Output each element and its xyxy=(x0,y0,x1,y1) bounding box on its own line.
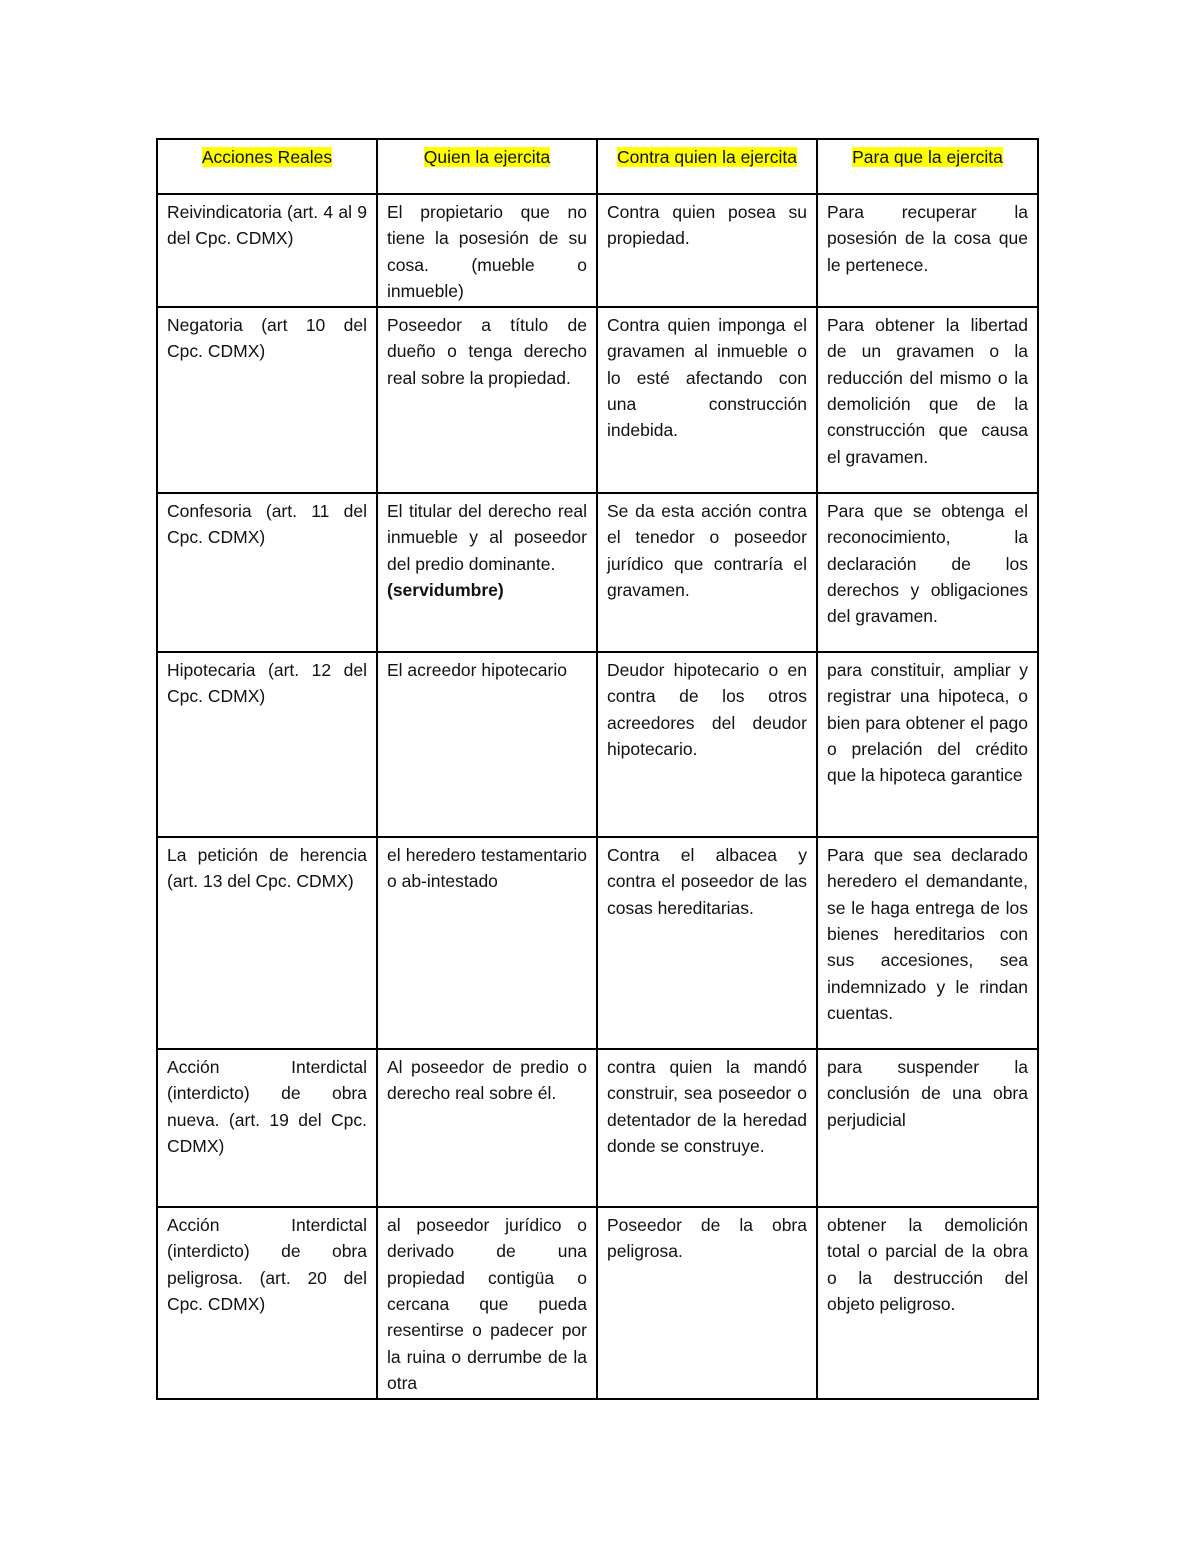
cell-contra: Deudor hipotecario o en contra de los otros acreedores del deudor hipotecario. xyxy=(597,652,817,837)
table-row xyxy=(157,1207,1038,1399)
cell-accion: Negatoria (art 10 del Cpc. CDMX) xyxy=(157,307,377,493)
header-label: Quien la ejercita xyxy=(423,147,551,167)
table-row xyxy=(157,1049,1038,1207)
table-row xyxy=(157,307,1038,493)
acciones-reales-table xyxy=(156,138,1039,1400)
cell-contra: Contra quien imponga el gravamen al inmueble o lo esté afectando con una construcción indebida. xyxy=(597,307,817,493)
table-row xyxy=(157,194,1038,307)
cell-para: Para que se obtenga el reconocimiento, la declaración de los derechos y obligaciones del gravamen. xyxy=(817,493,1038,652)
header-cell-acciones xyxy=(157,139,377,194)
cell-contra: Poseedor de la obra peligrosa. xyxy=(597,1207,817,1399)
header-cell-para xyxy=(817,139,1038,194)
cell-quien: al poseedor jurídico o derivado de una propiedad contigüa o cercana que pueda resentirse o padecer por la ruina o derrumbe de la otra xyxy=(377,1207,597,1399)
cell-quien-text: El titular del derecho real inmueble y al poseedor del predio dominante. xyxy=(387,501,587,574)
header-cell-quien xyxy=(377,139,597,194)
cell-para: Para que sea declarado heredero el demandante, se le haga entrega de los bienes hereditarios con sus accesiones, sea indemnizado y le rindan cuentas. xyxy=(817,837,1038,1049)
table-row xyxy=(157,493,1038,652)
cell-para: para constituir, ampliar y registrar una hipoteca, o bien para obtener el pago o prelación del crédito que la hipoteca garantice xyxy=(817,652,1038,837)
cell-accion: Acción Interdictal (interdicto) de obra nueva. (art. 19 del Cpc. CDMX) xyxy=(157,1049,377,1207)
cell-para: Para obtener la libertad de un gravamen o la reducción del mismo o la demolición que de la construcción que causa el gravamen. xyxy=(817,307,1038,493)
cell-accion: Acción Interdictal (interdicto) de obra peligrosa. (art. 20 del Cpc. CDMX) xyxy=(157,1207,377,1399)
cell-para: Para recuperar la posesión de la cosa que le pertenece. xyxy=(817,194,1038,307)
cell-quien: el heredero testamentario o ab-intestado xyxy=(377,837,597,1049)
cell-contra: Contra el albacea y contra el poseedor de las cosas hereditarias. xyxy=(597,837,817,1049)
cell-quien: El acreedor hipotecario xyxy=(377,652,597,837)
table-row xyxy=(157,652,1038,837)
cell-quien xyxy=(377,493,597,652)
cell-accion: Reivindicatoria (art. 4 al 9 del Cpc. CDMX) xyxy=(157,194,377,307)
cell-contra: contra quien la mandó construir, sea poseedor o detentador de la heredad donde se construye. xyxy=(597,1049,817,1207)
header-label: Acciones Reales xyxy=(201,147,333,167)
table-header-row xyxy=(157,139,1038,194)
cell-contra: Contra quien posea su propiedad. xyxy=(597,194,817,307)
cell-contra: Se da esta acción contra el tenedor o poseedor jurídico que contraría el gravamen. xyxy=(597,493,817,652)
cell-quien: Poseedor a título de dueño o tenga derecho real sobre la propiedad. xyxy=(377,307,597,493)
cell-accion: Hipotecaria (art. 12 del Cpc. CDMX) xyxy=(157,652,377,837)
cell-accion: La petición de herencia (art. 13 del Cpc. CDMX) xyxy=(157,837,377,1049)
cell-para: para suspender la conclusión de una obra perjudicial xyxy=(817,1049,1038,1207)
table-row xyxy=(157,837,1038,1049)
header-label: Para que la ejercita xyxy=(852,147,1003,167)
cell-accion: Confesoria (art. 11 del Cpc. CDMX) xyxy=(157,493,377,652)
cell-quien: Al poseedor de predio o derecho real sobre él. xyxy=(377,1049,597,1207)
header-label: Contra quien la ejercita xyxy=(617,147,797,167)
cell-quien-note: (servidumbre) xyxy=(387,580,504,601)
cell-para: obtener la demolición total o parcial de la obra o la destrucción del objeto peligroso. xyxy=(817,1207,1038,1399)
header-cell-contra xyxy=(597,139,817,194)
cell-quien: El propietario que no tiene la posesión de su cosa. (mueble o inmueble) xyxy=(377,194,597,307)
